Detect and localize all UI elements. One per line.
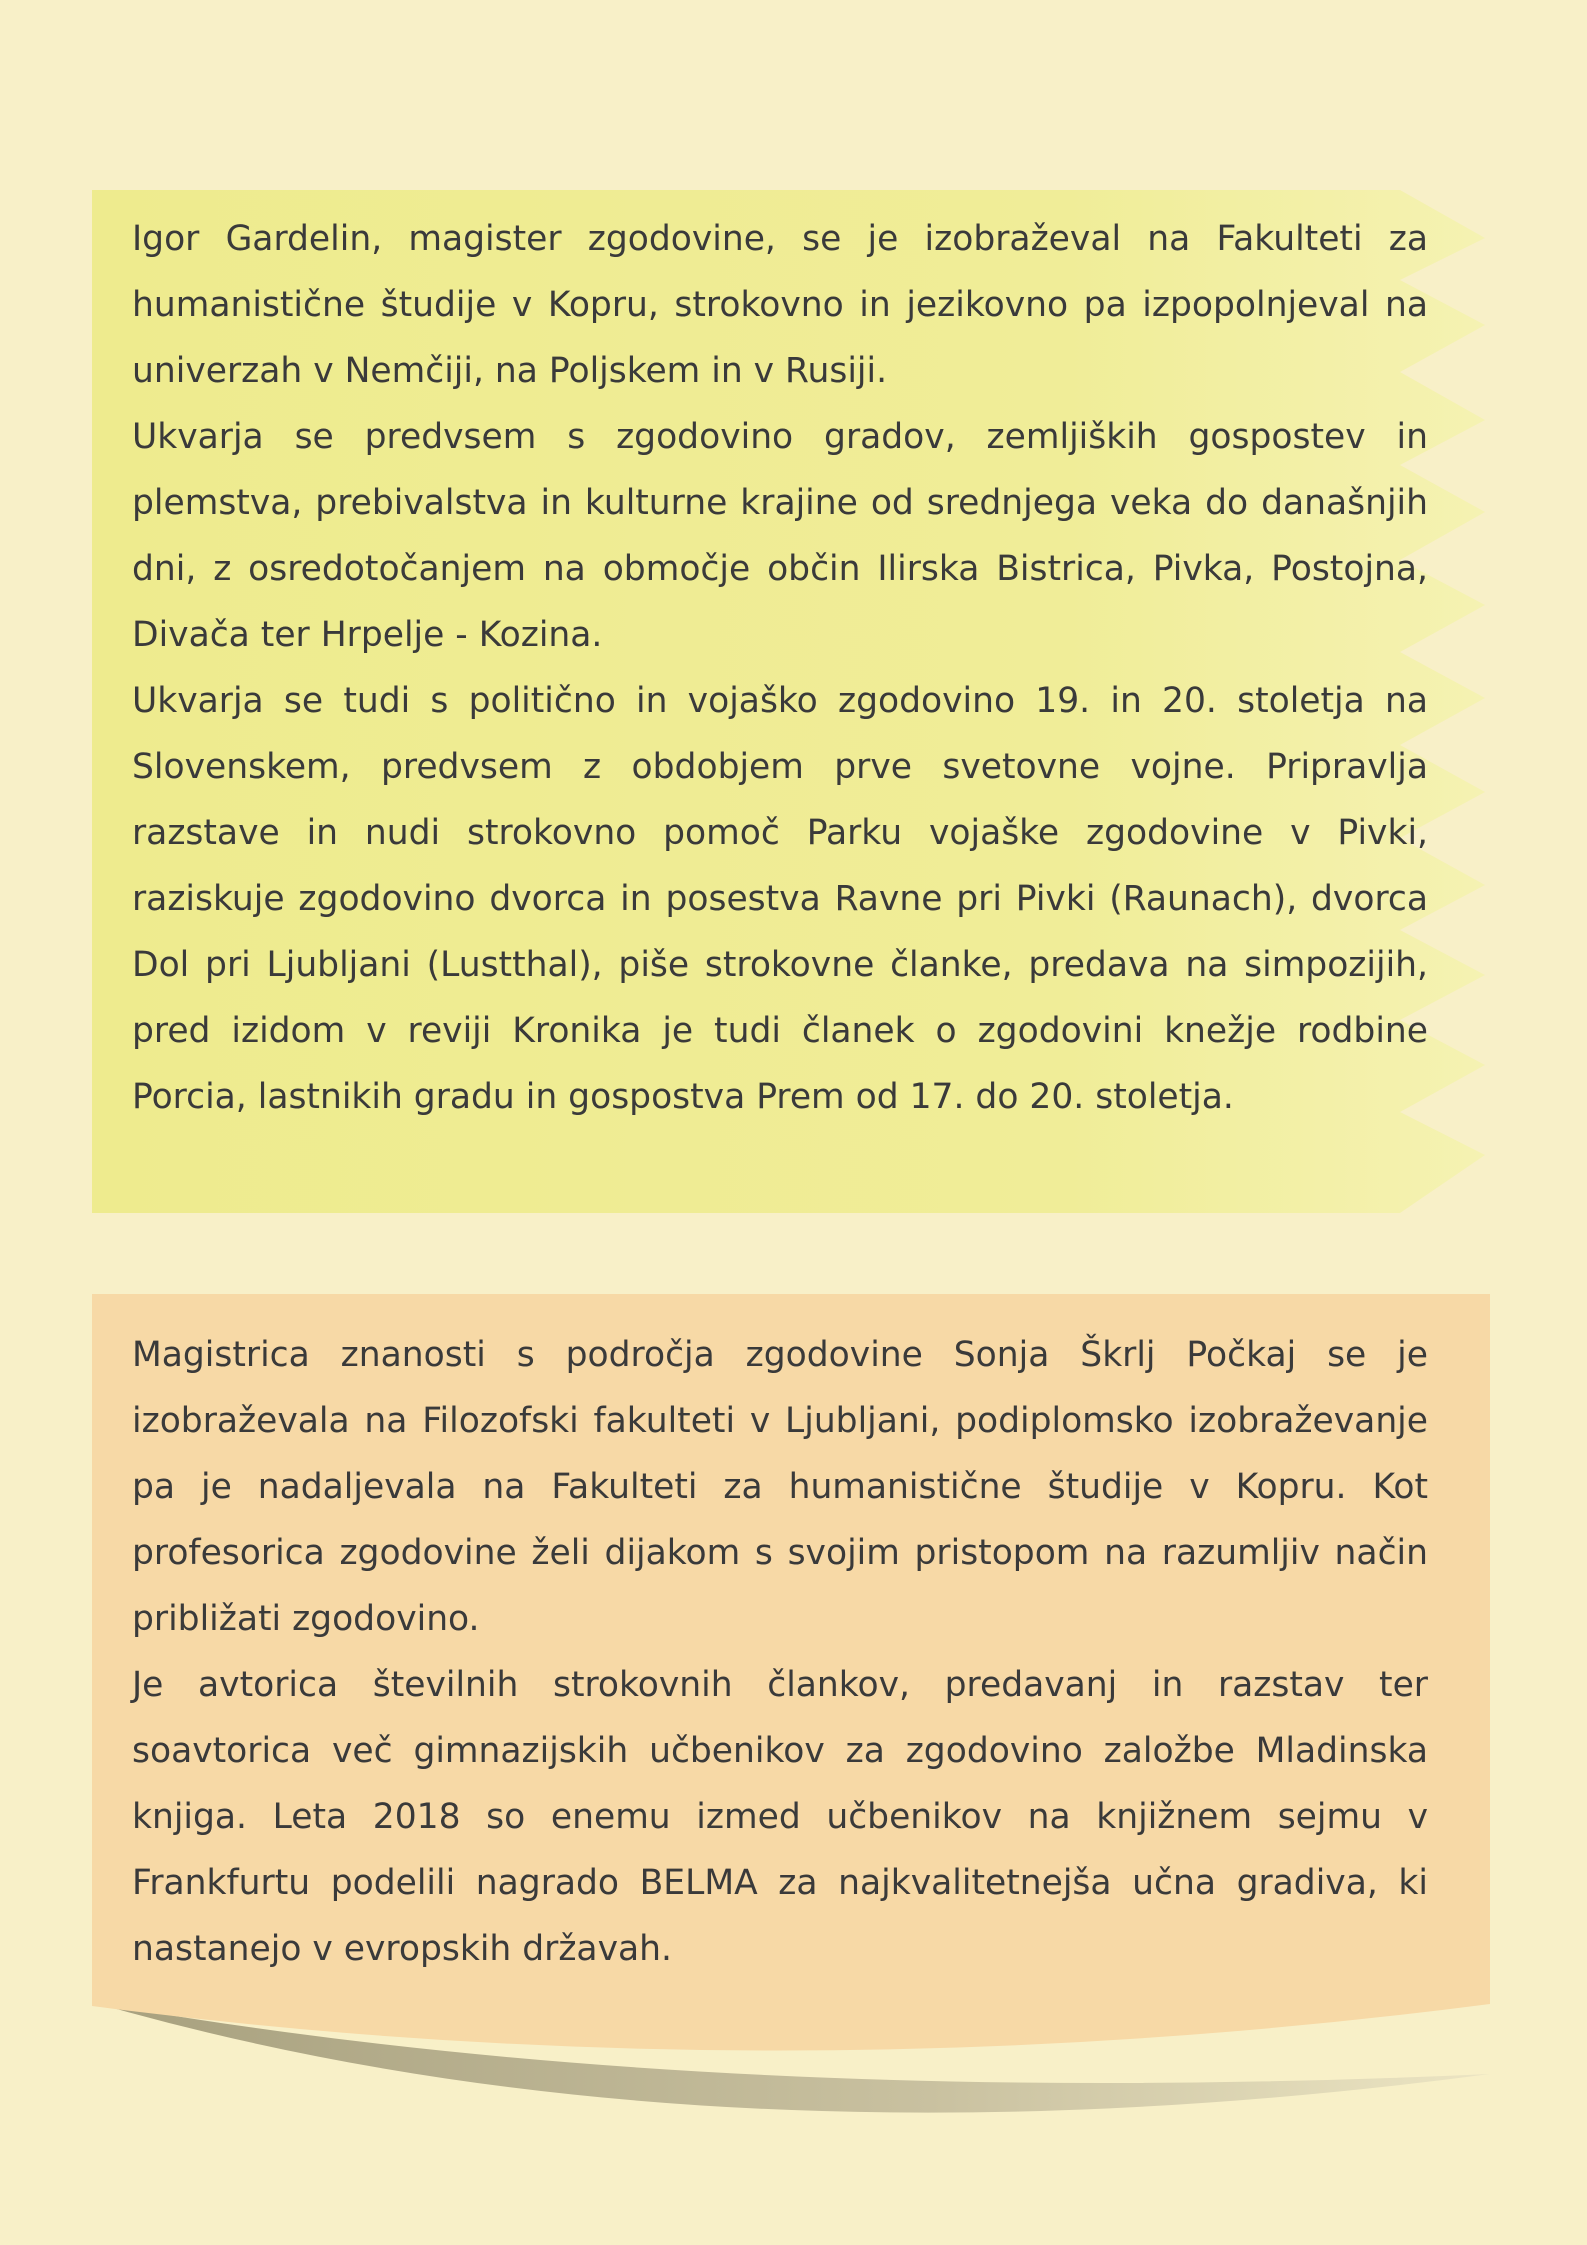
bio-skrlj-pockaj xyxy=(132,1322,1428,1982)
bio-gardelin xyxy=(132,206,1428,1130)
bio-gardelin-paragraph: Ukvarja se tudi s politično in vojaško zgodovino 19. in 20. stoletja na Slovenskem, predvsem z obdobjem prve svetovne vojne. Pripravlja razstave in nudi strokovno pomoč Parku vojaške zgodovine v Pivki, raziskuje zgodovino dvorca in posestva Ravne pri Pivki (Raunach), dvorca Dol pri Ljubljani (Lustthal), piše strokovne članke, predava na simpozijih, pred izidom v reviji Kronika je tudi članek o zgodovini knežje rodbine Porcia, lastnikih gradu in gospostva Prem od 17. do 20. stoletja. xyxy=(132,681,1428,1117)
bio-gardelin-paragraph: Ukvarja se predvsem s zgodovino gradov, zemljiških gospostev in plemstva, prebivalstva in kulturne krajine od srednjega veka do današnjih dni, z osredotočanjem na območje občin Ilirska Bistrica, Pivka, Postojna, Divača ter Hrpelje - Kozina. xyxy=(132,417,1428,655)
bio-skrlj-pockaj-paragraph: Je avtorica številnih strokovnih člankov, predavanj in razstav ter soavtorica več gimnazijskih učbenikov za zgodovino založbe Mladinska knjiga. Leta 2018 so enemu izmed učbenikov na knjižnem sejmu v Frankfurtu podelili nagrado BELMA za najkvalitetnejša učna gradiva, ki nastanejo v evropskih državah. xyxy=(132,1665,1428,1969)
bio-gardelin-paragraph: Igor Gardelin, magister zgodovine, se je izobraževal na Fakulteti za humanistične študije v Kopru, strokovno in jezikovno pa izpopolnjeval na univerzah v Nemčiji, na Poljskem in v Rusiji. xyxy=(132,219,1428,391)
bio-skrlj-pockaj-paragraph: Magistrica znanosti s področja zgodovine Sonja Škrlj Počkaj se je izobraževala na Filozofski fakulteti v Ljubljani, podiplomsko izobraževanje pa je nadaljevala na Fakulteti za humanistične študije v Kopru. Kot profesorica zgodovine želi dijakom s svojim pristopom na razumljiv način približati zgodovino. xyxy=(132,1335,1428,1639)
